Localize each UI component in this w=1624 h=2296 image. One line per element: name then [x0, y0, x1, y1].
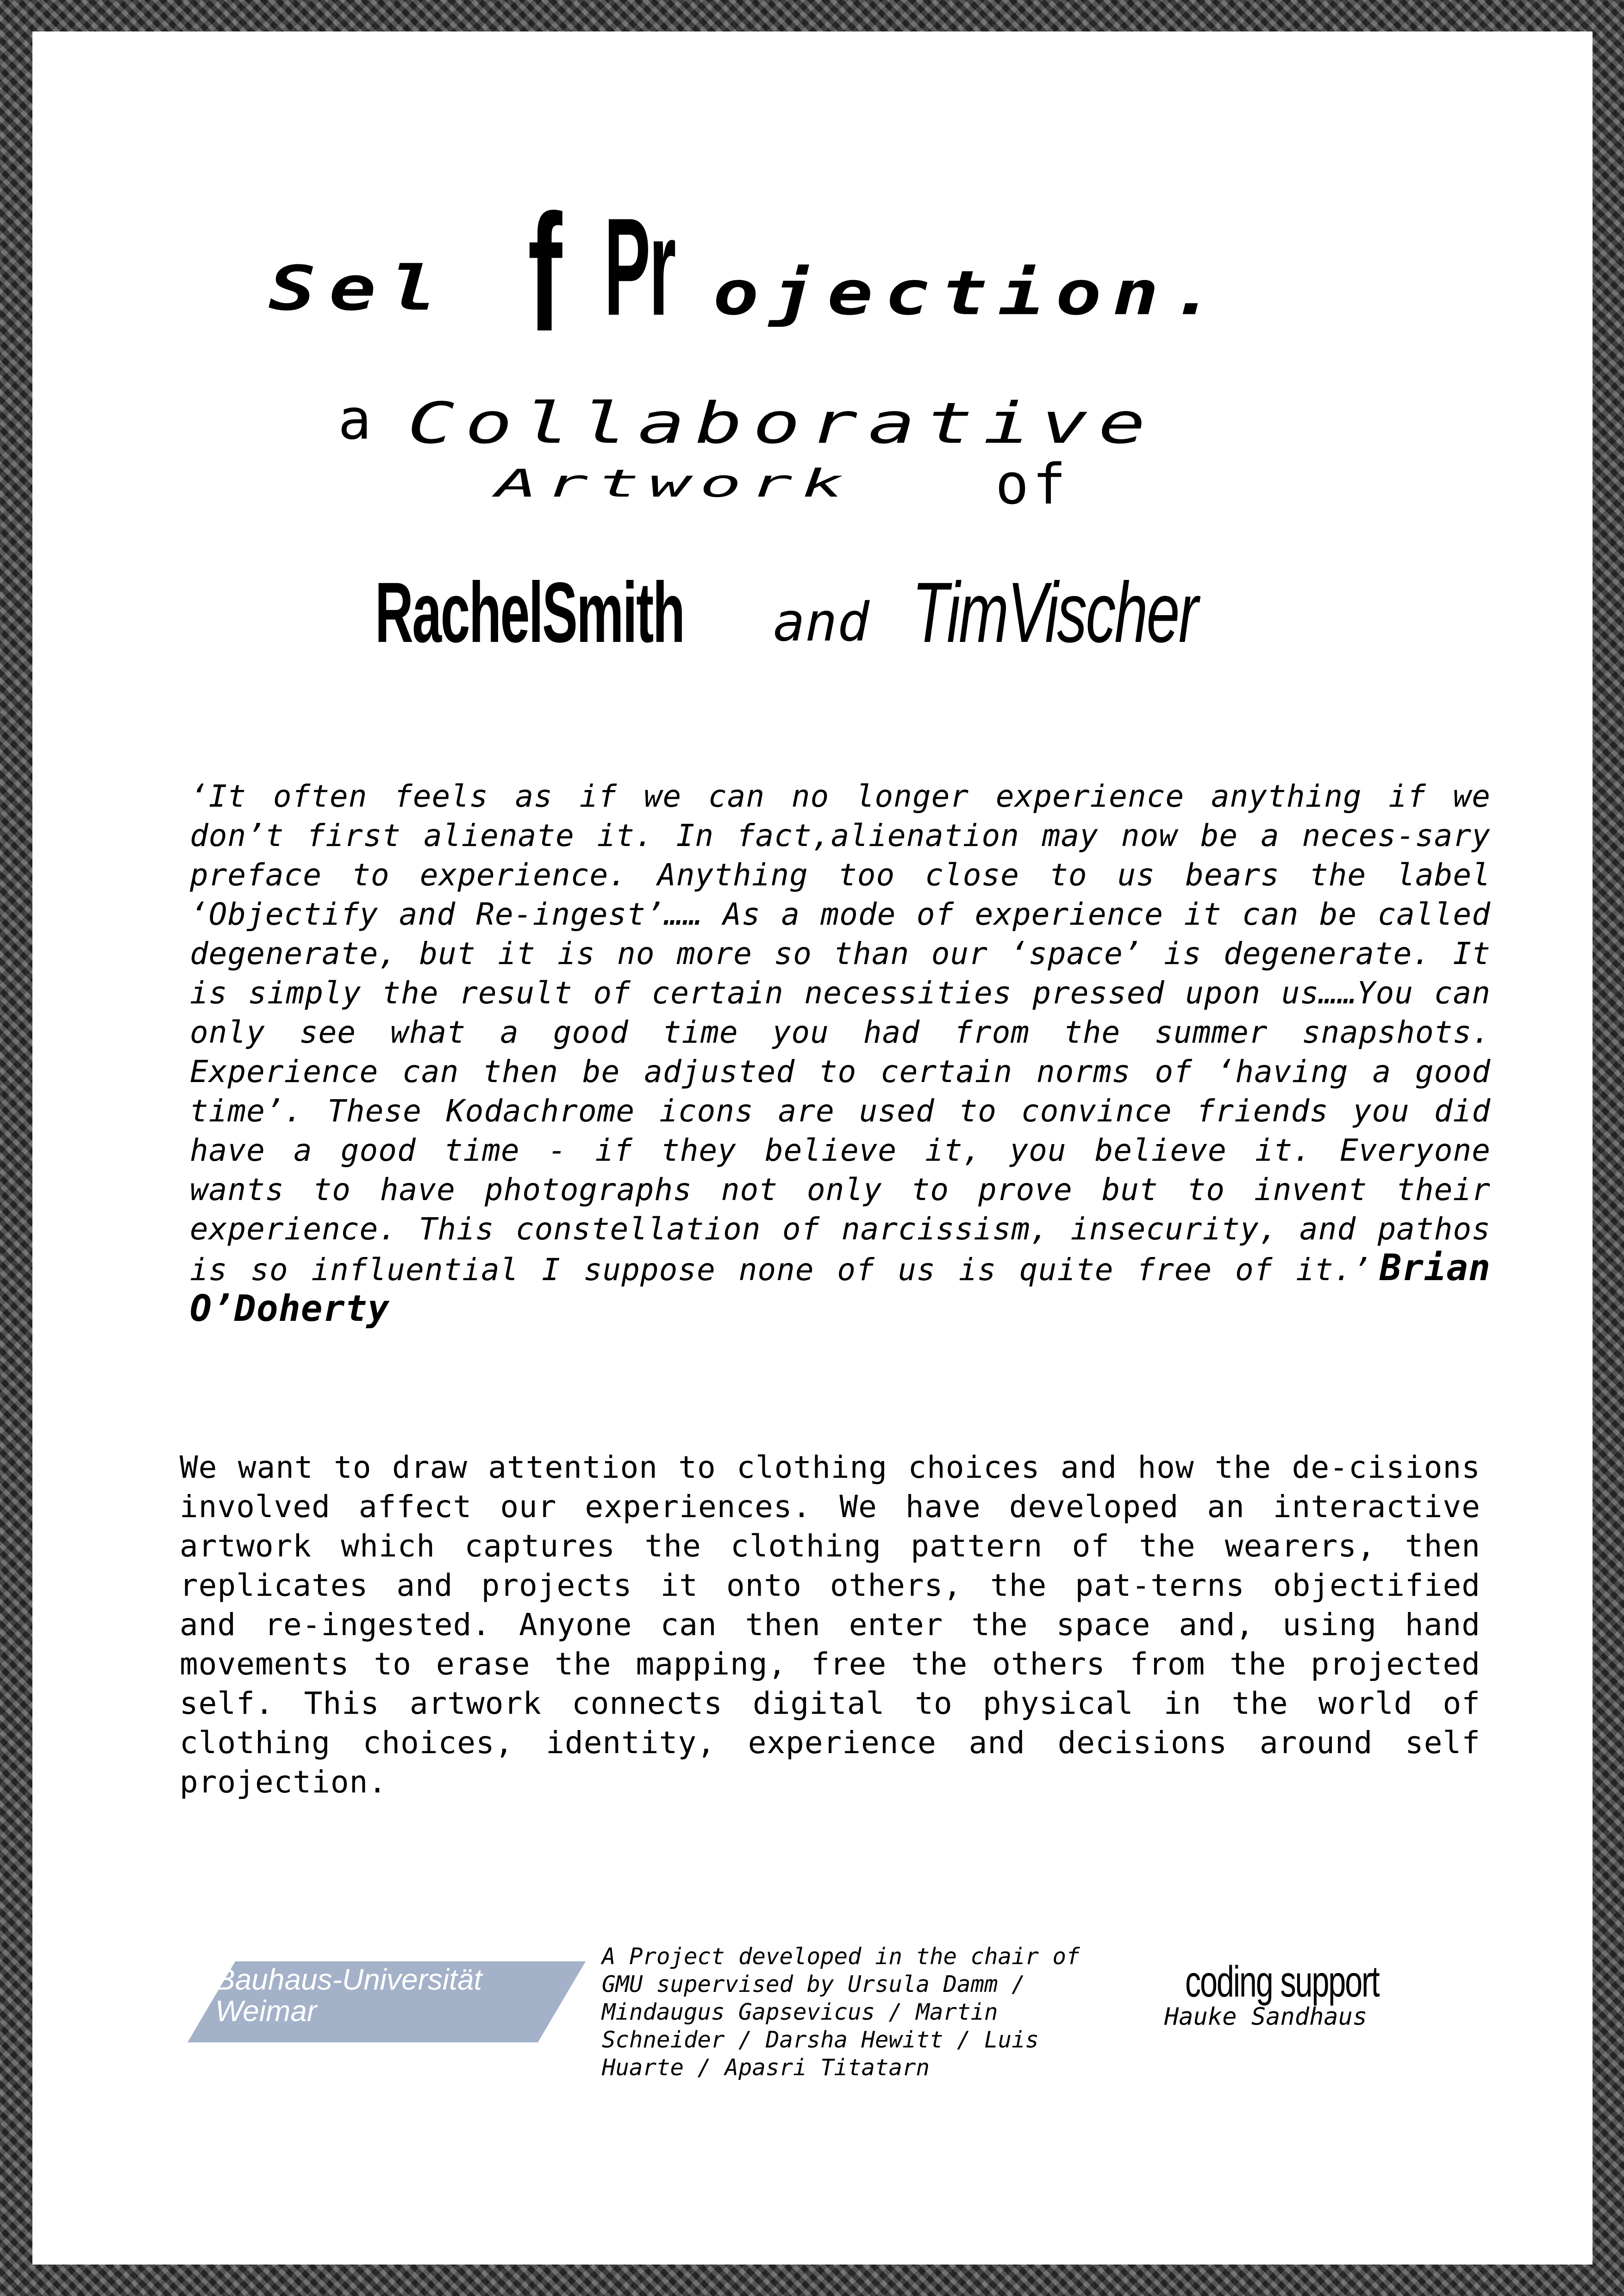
title-part-f: f — [528, 180, 561, 366]
bauhaus-logo-text — [215, 1964, 549, 2027]
poster-subtitle — [32, 355, 1593, 541]
title-part-sel: Sel — [269, 253, 450, 324]
coding-support-title: coding support — [1185, 1957, 1379, 2006]
project-credits: A Project developed in the chair of GMU supervised by Ursula Damm / Mindaugus Gapsevicus / Martin Schneider / Darsha Hewitt / Luis Huarte / Apasri Titatarn — [602, 1943, 1080, 2081]
coding-support-name: Hauke Sandhaus — [1164, 2003, 1368, 2031]
logo-line-1: Bauhaus-Universität — [215, 1963, 482, 1996]
artist-statement: We want to draw attention to clothing choices and how the de-cisions involved affect our experiences. We have developed an interactive artwork which captures the clothing pattern of the wearers, then replicates and projects it onto others, the pat-terns objectified and re-ingested. Anyone can then enter the space and, using hand movements to erase the mapping, free the others from the projected self. This artwork connects digital to physical in the world of clothing choices, identity, experience and decisions around self projection. — [180, 1450, 1480, 1800]
quote-author: Brian O’Doherty — [190, 1247, 1491, 1330]
artist-tim-vischer: TimVischer — [912, 565, 1198, 660]
subtitle-collaborative: Collaborative — [407, 390, 1156, 457]
artist-rachel-smith: RachelSmith — [375, 565, 684, 660]
quote-block — [190, 777, 1491, 1330]
artist-and: and — [773, 591, 869, 653]
subtitle-artwork: Artwork — [495, 461, 853, 506]
title-part-ojection: ojection. — [713, 257, 1227, 329]
subtitle-of: of — [995, 453, 1070, 517]
title-part-pr: Pr — [604, 189, 675, 344]
quote-text: ‘It often feels as if we can no longer experience anything if we don’t first alienate it. In fact,alienation may now be a neces-sary preface to experience. Anything too close to us bears the label ‘Objectify and Re-ingest’…… As a mode of experience it can be called degenerate, but it is no more so than our ‘space’ is degenerate. It is simply the result of certain necessities pressed upon us……You can only see what a good time you had from the summer snapshots. Experience can then be adjusted to certain norms of ‘having a good time’. These Kodachrome icons are used to convince friends you did have a good time - if they believe it, you believe it. Everyone wants to have photographs not only to prove but to invent their experience. This constellation of narcissism, insecurity, and pathos is so influential I suppose none of us is quite free of it.’ — [190, 778, 1491, 1288]
poster-sheet — [32, 31, 1593, 2265]
artist-names — [32, 564, 1593, 670]
poster-title — [231, 152, 1481, 366]
logo-line-2: Weimar — [215, 1994, 317, 2028]
subtitle-a: a — [338, 388, 372, 452]
